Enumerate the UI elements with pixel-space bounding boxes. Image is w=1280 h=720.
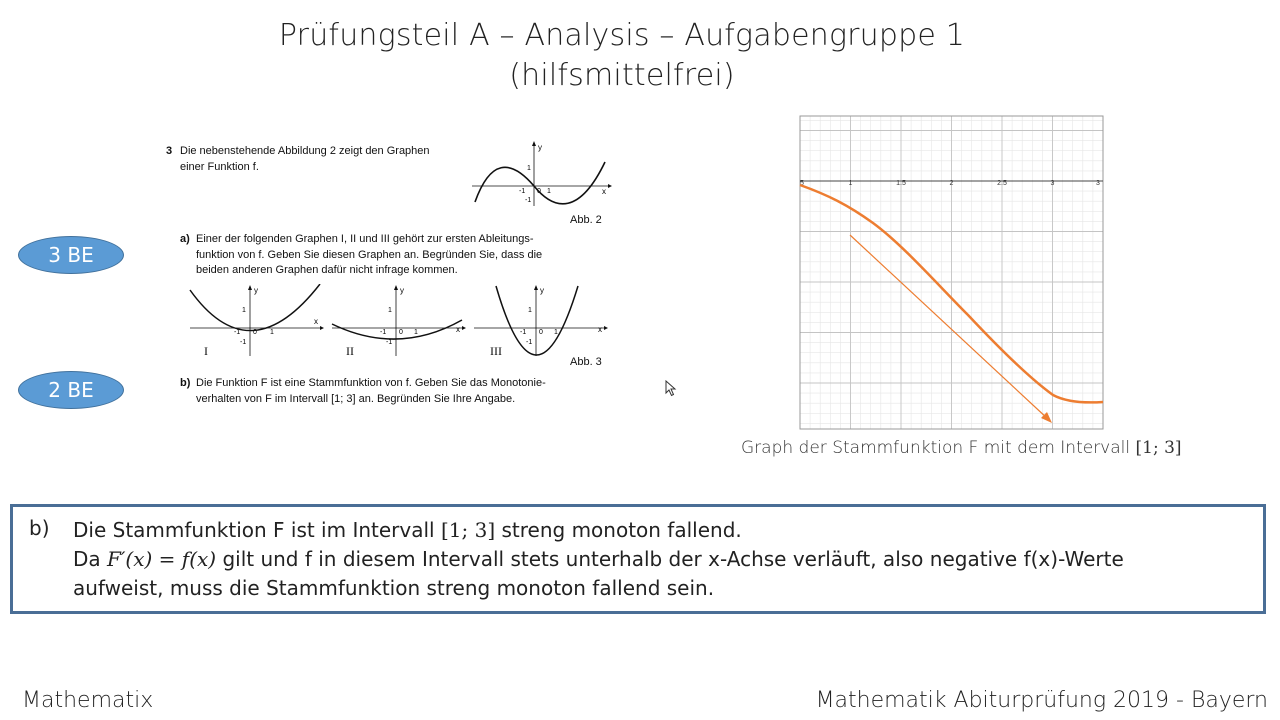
svg-text:1: 1 (527, 165, 531, 172)
svg-text:-1: -1 (520, 329, 527, 336)
task-b-text: Die Funktion F ist eine Stammfunktion von f. Geben Sie das Monotonie- verhalten von F im Intervall [1; 3] an. Begründen Sie Ihre Angabe. (196, 377, 546, 405)
answer-label: b) (29, 516, 50, 540)
answer-text: Die Stammfunktion F ist im Intervall [1; 3] streng monoton fallend. Da F′(x) = f(x) gilt und f in diesem Intervall stets unterhalb der x-Achse verläuft, also negative f(x)-Werte aufweist, muss die Stammfunktion streng monoton fallend sein. (73, 518, 1124, 600)
svg-text:y: y (254, 286, 258, 295)
svg-text:1: 1 (270, 329, 274, 336)
graph-II-label: II (346, 344, 354, 358)
x-tick-label: 1.5 (896, 180, 906, 187)
footer-exam-title: Mathematik Abiturprüfung 2019 - Bayern (815, 688, 1268, 713)
points-badge-a: 3 BE (18, 236, 124, 274)
svg-text:-1: -1 (519, 188, 526, 195)
svg-text:0: 0 (539, 329, 543, 336)
svg-text:-1: -1 (234, 329, 241, 336)
svg-text:-1: -1 (525, 197, 532, 204)
svg-text:1: 1 (388, 307, 392, 314)
svg-text:-1: -1 (386, 339, 393, 346)
svg-text:1: 1 (242, 307, 246, 314)
footer-brand: Mathematix (22, 688, 154, 713)
task-number: 3 (166, 145, 173, 157)
figure-3-label: Abb. 3 (570, 356, 602, 368)
svg-text:-1: -1 (240, 339, 247, 346)
x-tick-label: 3 (1050, 180, 1055, 187)
graph-caption: Graph der Stammfunktion F mit dem Intervall [1; 3] (741, 438, 1182, 458)
answer-box (10, 504, 1266, 614)
svg-text:1: 1 (414, 329, 418, 336)
major-grid (800, 116, 1103, 429)
page-subtitle: (hilfsmittelfrei) (509, 58, 735, 93)
task-a-text: Einer der folgenden Graphen I, II und III gehört zur ersten Ableitungs- funktion von f. Geben Sie diesen Graphen an. Begründen Sie, dass die beiden anderen Graphen dafür nicht infrage kommen. (196, 233, 543, 276)
antiderivative-graph (798, 115, 1106, 431)
svg-text:x: x (456, 325, 460, 334)
svg-text:1: 1 (547, 188, 551, 195)
svg-text:x: x (314, 317, 318, 326)
page-title: Prüfungsteil A – Analysis – Aufgabengruppe 1 (278, 18, 966, 53)
formula: F′(x) = f(x) (107, 547, 217, 571)
svg-text:1: 1 (528, 307, 532, 314)
mouse-cursor-icon (665, 380, 677, 397)
x-tick-label: 5 (800, 180, 804, 187)
x-tick-label: 1 (848, 180, 853, 187)
svg-text:x: x (598, 325, 602, 334)
task-b-label: b) (180, 377, 191, 389)
svg-text:0: 0 (399, 329, 403, 336)
x-tick-label: 2.5 (997, 180, 1007, 187)
svg-text:0: 0 (537, 188, 541, 195)
figure-2-graph-f (470, 140, 612, 210)
svg-text:x: x (602, 187, 606, 196)
x-tick-label: 3 (1096, 180, 1100, 187)
figure-2-label: Abb. 2 (570, 214, 602, 226)
trend-arrow (850, 235, 1048, 419)
svg-text:y: y (400, 286, 404, 295)
graph-I-label: I (204, 344, 208, 358)
svg-text:0: 0 (253, 329, 257, 336)
points-badge-b: 2 BE (18, 371, 124, 409)
graph-III-label: III (490, 344, 502, 358)
svg-text:1: 1 (554, 329, 558, 336)
svg-text:-1: -1 (526, 339, 533, 346)
svg-text:y: y (540, 286, 544, 295)
x-tick-label: 2 (949, 180, 954, 187)
interval-notation: [1; 3] (440, 518, 496, 542)
svg-text:y: y (538, 143, 542, 152)
task-intro: Die nebenstehende Abbildung 2 zeigt den Graphen einer Funktion f. (180, 145, 430, 173)
task-a-label: a) (180, 233, 190, 245)
svg-text:-1: -1 (380, 329, 387, 336)
